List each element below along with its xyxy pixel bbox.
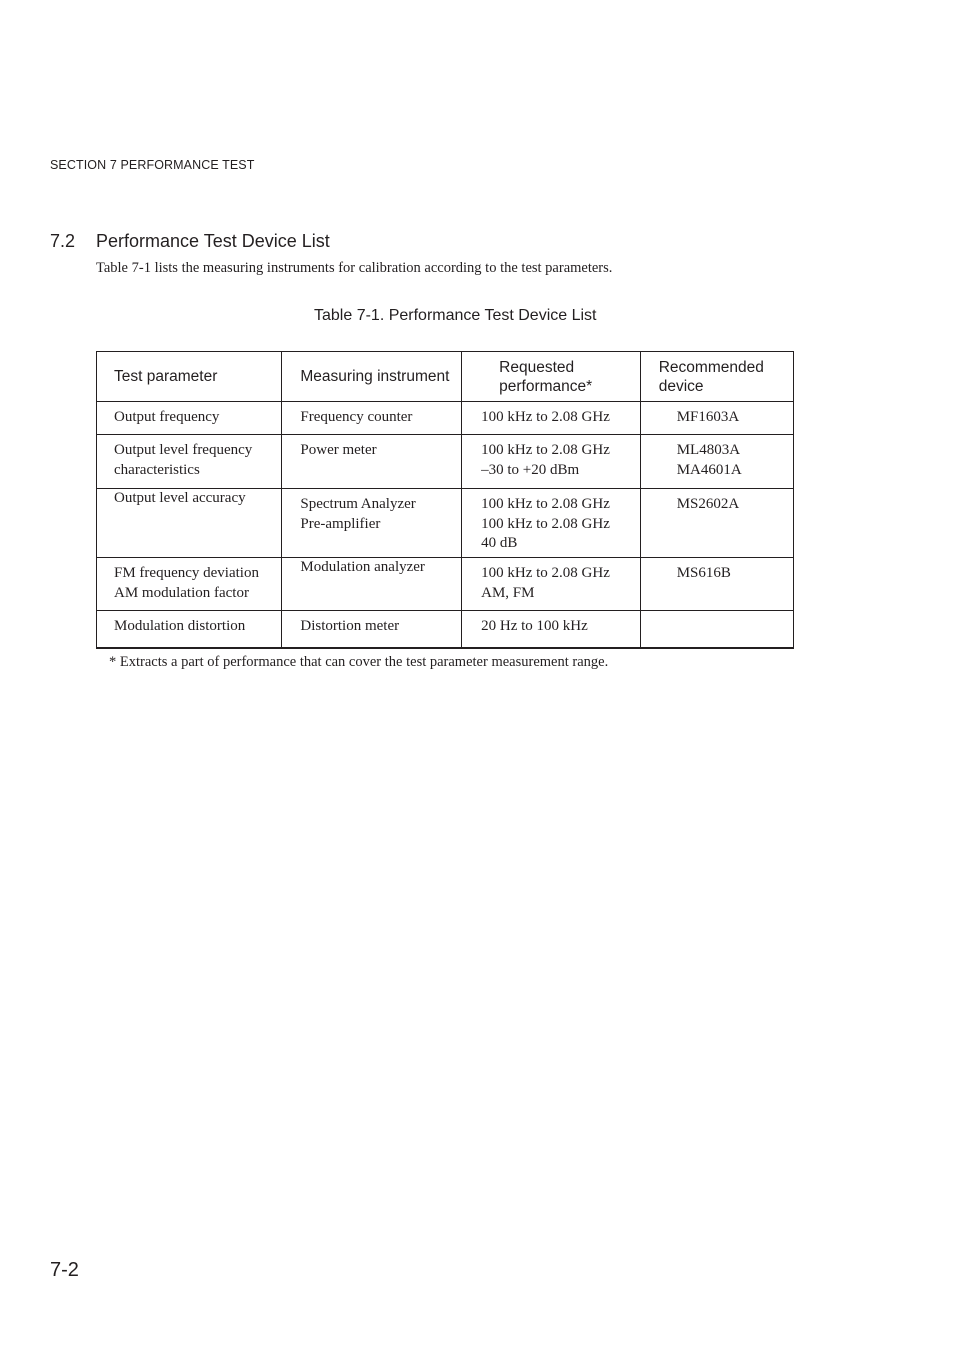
cell-device [640, 402, 793, 435]
table-footnote: * Extracts a part of performance that can cover the test parameter measurement range. [109, 654, 609, 670]
cell-test-parameter [97, 489, 282, 558]
cell-line: 100 kHz to 2.08 GHz [481, 442, 610, 458]
header-requested-performance [462, 352, 641, 402]
cell-test-parameter [97, 435, 282, 489]
cell-line: Modulation analyzer [300, 559, 425, 575]
section-heading [50, 231, 330, 252]
cell-line: 100 kHz to 2.08 GHz [481, 409, 610, 425]
cell-performance [462, 611, 641, 649]
cell-line: –30 to +20 dBm [481, 461, 580, 478]
cell-line: 100 kHz to 2.08 GHz [481, 565, 610, 581]
cell-line: FM frequency deviation [114, 565, 259, 581]
table-row [97, 611, 794, 649]
cell-test-parameter [97, 558, 282, 611]
cell-line: Pre-amplifier [300, 515, 381, 532]
cell-instrument [282, 435, 462, 489]
cell-line: Modulation distortion [114, 618, 246, 634]
cell-instrument [282, 611, 462, 649]
cell-instrument [282, 558, 462, 611]
cell-device [640, 435, 793, 489]
cell-line: Output frequency [114, 409, 220, 425]
header-measuring-instrument: Measuring instrument [282, 352, 462, 402]
cell-line: characteristics [114, 461, 200, 478]
cell-instrument [282, 402, 462, 435]
cell-device [640, 611, 793, 649]
header-line: device [658, 377, 704, 395]
device-table [96, 351, 794, 649]
cell-line: Output level frequency [114, 442, 253, 458]
table-header-row [97, 352, 794, 402]
header-line: Recommended [658, 358, 764, 376]
cell-line: Output level accuracy [114, 490, 246, 506]
section-number: 7.2 [50, 231, 76, 251]
cell-line: 20 Hz to 100 kHz [481, 618, 588, 634]
cell-line: Power meter [300, 442, 377, 458]
cell-line: ML4803A [676, 442, 741, 458]
cell-instrument [282, 489, 462, 558]
table-row [97, 558, 794, 611]
cell-line: 100 kHz to 2.08 GHz [481, 515, 610, 532]
cell-performance [462, 558, 641, 611]
header-line: performance* [499, 377, 593, 395]
table-row [97, 435, 794, 489]
cell-line: AM, FM [481, 584, 535, 601]
cell-line: 100 kHz to 2.08 GHz [481, 496, 610, 512]
header-recommended-device [640, 352, 793, 402]
cell-line: 40 dB [481, 535, 518, 551]
cell-device [640, 558, 793, 611]
cell-line: MA4601A [676, 461, 742, 478]
page-number: 7-2 [50, 1259, 79, 1281]
cell-line: MS616B [676, 565, 731, 581]
table-row [97, 489, 794, 558]
cell-line: MF1603A [676, 409, 740, 425]
cell-line: Distortion meter [300, 618, 400, 634]
cell-line: Spectrum Analyzer [300, 496, 416, 512]
cell-line: Frequency counter [300, 409, 413, 425]
table-caption: Table 7-1. Performance Test Device List [314, 307, 597, 324]
cell-test-parameter [97, 611, 282, 649]
header-line: Requested [499, 358, 575, 376]
cell-performance [462, 402, 641, 435]
table-row [97, 402, 794, 435]
cell-performance [462, 489, 641, 558]
cell-device [640, 489, 793, 558]
header-test-parameter: Test parameter [97, 352, 282, 402]
running-header: SECTION 7 PERFORMANCE TEST [50, 158, 255, 172]
cell-line: MS2602A [676, 496, 740, 512]
cell-test-parameter [97, 402, 282, 435]
section-title: Performance Test Device List [96, 231, 330, 251]
cell-performance [462, 435, 641, 489]
intro-paragraph: Table 7-1 lists the measuring instruments for calibration according to the test parameters. [96, 260, 613, 276]
cell-line: AM modulation factor [114, 584, 249, 601]
